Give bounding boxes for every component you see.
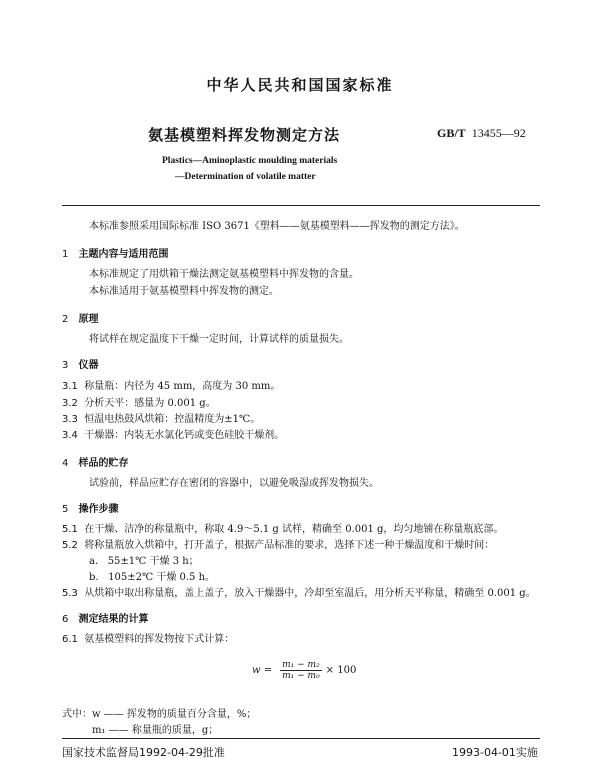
list-item: [62, 426, 284, 441]
section-1-paragraph-2: 本标准适用于氨基模塑料中挥发物的测定。: [89, 286, 279, 297]
document-title-en-line1: Plastics—Aminoplastic moulding materials: [162, 156, 338, 166]
where-definition: w —— 挥发物的质量百分含量，%；: [92, 709, 257, 720]
item-number: 3.1: [62, 381, 78, 392]
section-title: 仪器: [78, 360, 99, 371]
standard-code: GB/T: [437, 126, 466, 140]
document-title-en-line2: —Determination of volatile matter: [175, 172, 316, 182]
option-b: [89, 568, 215, 583]
item-number: 6.1: [62, 634, 78, 645]
section-number: 5: [62, 504, 69, 515]
section-2-heading: [62, 307, 99, 326]
item-number: 5.2: [62, 540, 78, 551]
item-text: 从烘箱中取出称量瓶，盖上盖子，放入干燥器中，冷却至室温后，用分析天平称量，精确至 0.001 g。: [84, 588, 536, 599]
section-6-heading: [62, 607, 149, 626]
item-number: 3.3: [62, 414, 78, 425]
section-number: 6: [62, 614, 69, 625]
standard-id: 13455—92: [471, 126, 526, 140]
option-label: b.: [89, 572, 99, 583]
step-6-1: [62, 630, 234, 645]
option-a: [89, 552, 199, 567]
list-item: [62, 410, 260, 425]
formula-fraction: [280, 660, 322, 681]
step-5-2: [62, 536, 494, 551]
section-title: 主题内容与适用范围: [78, 249, 169, 260]
section-4-heading: [62, 451, 129, 470]
item-text: 在干燥、洁净的称量瓶中，称取 4.9～5.1 g 试样，精确至 0.001 g，均匀地铺在称量瓶底部。: [84, 524, 504, 535]
footer-divider: [62, 738, 540, 739]
section-title: 原理: [78, 314, 99, 325]
item-text: 分析天平：感量为 0.001 g。: [84, 398, 216, 409]
section-title: 测定结果的计算: [78, 614, 149, 625]
section-1-paragraph-1: 本标准规定了用烘箱干燥法测定氨基模塑料中挥发物的含量。: [89, 269, 359, 280]
intro-paragraph: 本标准参照采用国际标准 ISO 3671《塑料——氨基模塑料——挥发物的测定方法》。: [89, 221, 465, 232]
where-line-2: m₁ —— 称量瓶的质量，g；: [92, 725, 219, 736]
option-text: 105±2℃ 干燥 0.5 h。: [108, 572, 216, 583]
item-number: 5.3: [62, 588, 78, 599]
formula-denominator: m₁ − m₀: [282, 671, 320, 681]
where-label: 式中：: [62, 709, 92, 720]
item-number: 3.2: [62, 398, 78, 409]
list-item: [62, 377, 280, 392]
approval-date: 国家技术监督局1992-04-29批准: [62, 746, 225, 759]
section-2-paragraph: 将试样在规定温度下干燥一定时间，计算试样的质量损失。: [89, 334, 349, 345]
item-number: 3.4: [62, 430, 78, 441]
section-number: 3: [62, 360, 69, 371]
list-item: [62, 394, 216, 409]
section-number: 4: [62, 458, 69, 469]
section-number: 2: [62, 314, 69, 325]
step-5-3: [62, 584, 536, 599]
section-3-heading: [62, 353, 99, 372]
formula-multiplier: × 100: [325, 665, 357, 676]
formula-numerator: m₁ − m₂: [282, 660, 320, 670]
section-title: 操作步骤: [78, 504, 119, 515]
section-1-heading: [62, 242, 169, 261]
formula-lhs: w =: [252, 665, 273, 676]
section-4-paragraph: 试验前，样品应贮存在密闭的容器中，以避免吸湿或挥发物损失。: [89, 478, 379, 489]
step-5-1: [62, 520, 503, 535]
implementation-date: 1993-04-01实施: [452, 746, 538, 759]
section-number: 1: [62, 249, 69, 260]
item-text: 恒温电热鼓风烘箱：控温精度为±1℃。: [84, 414, 261, 425]
option-text: 55±1℃ 干燥 3 h；: [107, 556, 199, 567]
item-number: 5.1: [62, 524, 78, 535]
item-text: 称量瓶：内径为 45 mm，高度为 30 mm。: [84, 381, 281, 392]
item-text: 氨基模塑料的挥发物按下式计算：: [84, 634, 235, 645]
national-standard-heading: 中华人民共和国国家标准: [206, 76, 394, 94]
where-line-1: [62, 705, 256, 720]
option-label: a.: [89, 556, 99, 567]
item-text: 干燥器：内装无水氯化钙或变色硅胶干燥剂。: [84, 430, 285, 441]
standard-number: [437, 126, 526, 141]
volatile-matter-formula: [252, 660, 356, 681]
section-5-heading: [62, 497, 119, 516]
header-divider: [62, 205, 540, 206]
section-title: 样品的贮存: [78, 458, 129, 469]
document-title-zh: 氨基模塑料挥发物测定方法: [148, 126, 341, 144]
item-text: 将称量瓶放入烘箱中，打开盖子，根据产品标准的要求，选择下述一种干燥温度和干燥时间：: [84, 540, 495, 551]
